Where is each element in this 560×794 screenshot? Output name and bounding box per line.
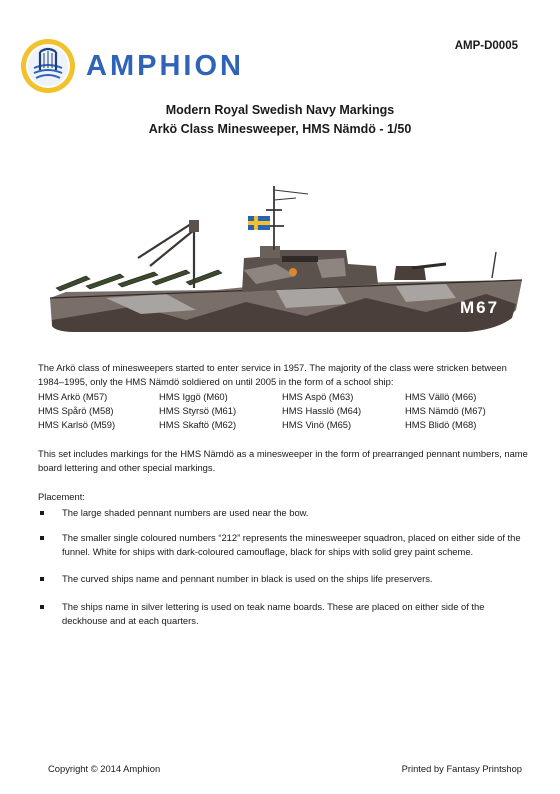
ship-item: HMS Skaftö (M62): [159, 419, 237, 431]
set-description: This set includes markings for the HMS Nämdö as a minesweeper in the form of prearranged pennant numbers, name board lettering and other special markings.: [38, 448, 528, 474]
hull-number: M67: [460, 298, 500, 317]
intro-paragraph: The Arkö class of minesweepers started to enter service in 1957. The majority of the class were stricken between 1984–1995, only the HMS Nämdö soldiered on until 2005 in the form of a school ship:: [38, 362, 507, 388]
brand-name: AMPHION: [86, 50, 244, 82]
bullet-icon: [40, 536, 44, 540]
placement-heading: Placement:: [38, 491, 85, 502]
copyright: Copyright © 2014 Amphion: [48, 763, 161, 774]
ship-item: HMS Arkö (M57): [38, 391, 108, 402]
page-subtitle: Arkö Class Minesweeper, HMS Nämdö - 1/50: [148, 122, 412, 136]
ship-item: HMS Vinö (M65): [282, 419, 352, 431]
ship-item: HMS Hasslö (M64): [282, 405, 362, 417]
page-title: Modern Royal Swedish Navy Markings: [165, 103, 395, 117]
ship-item: HMS Karlsö (M59): [38, 419, 116, 431]
ship-item: HMS Aspö (M63): [282, 391, 354, 402]
ship-item: HMS Styrsö (M61): [159, 405, 237, 417]
ship-item: HMS Nämdö (M67): [405, 405, 486, 417]
placement-list: [38, 506, 528, 628]
ship-item: HMS Iggö (M60): [159, 391, 228, 402]
lifebuoy: [289, 268, 297, 276]
bullet-icon: [40, 511, 44, 515]
bullet-icon: [40, 605, 44, 609]
minesweeper-illustration: [46, 180, 526, 335]
sweep-gear: [56, 270, 222, 291]
bullet-icon: [40, 577, 44, 581]
list-item: The smaller single coloured numbers “212” represents the minesweeper squadron, placed on either side of the funnel. White for ships with dark-coloured camouflage, black for ships with solid grey paint scheme.: [38, 531, 528, 559]
ship-item: HMS Blidö (M68): [405, 419, 477, 431]
swedish-flag-icon: [248, 216, 270, 230]
product-code: AMP-D0005: [454, 40, 518, 52]
ship-list: [38, 390, 528, 433]
amphion-logo-icon: [20, 38, 76, 94]
list-item: The large shaded pennant numbers are used near the bow.: [38, 506, 528, 520]
printer-credit: Printed by Fantasy Printshop: [401, 763, 522, 774]
list-item: The curved ships name and pennant number in black is used on the ships life preservers.: [38, 572, 528, 586]
funnel: [260, 246, 280, 258]
list-item: The ships name in silver lettering is used on teak name boards. These are placed on either side of the deckhouse and at each quarters.: [38, 600, 528, 628]
ship-item: HMS Spårö (M58): [38, 405, 114, 417]
ship-item: HMS Vällö (M66): [405, 391, 477, 402]
